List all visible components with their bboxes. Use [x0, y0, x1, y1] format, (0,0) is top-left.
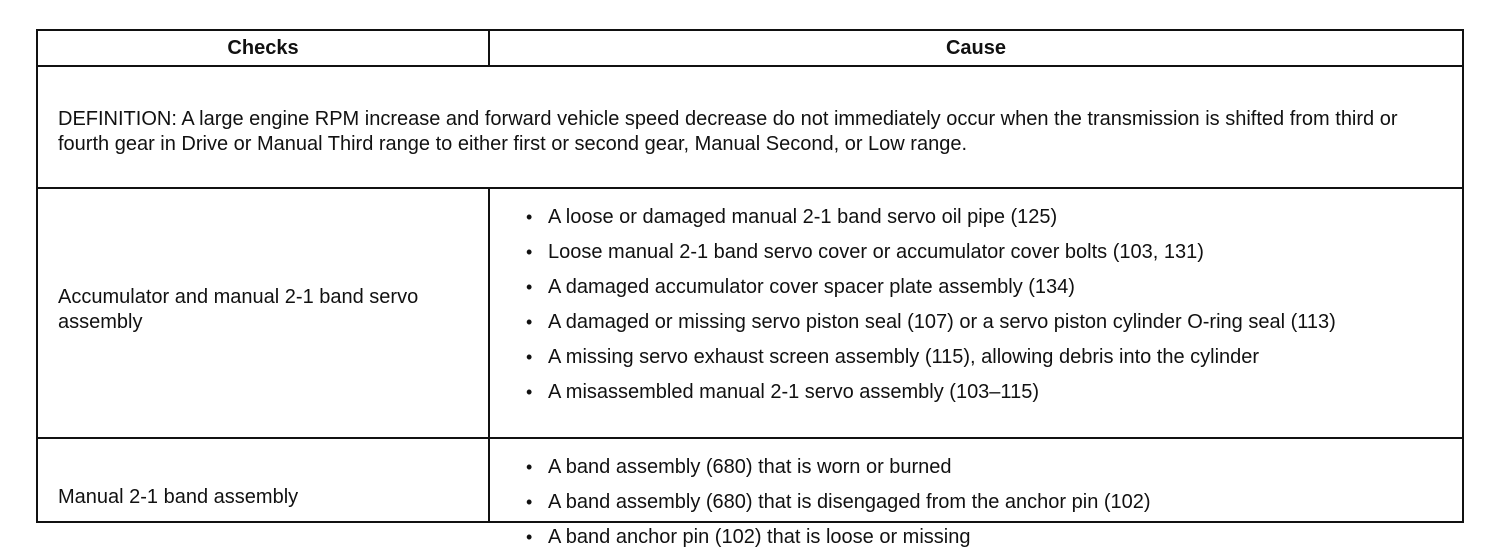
bullet-icon: •	[526, 242, 533, 262]
bullet-icon: •	[526, 457, 533, 477]
bullet-icon: •	[526, 207, 533, 227]
table-row	[38, 439, 1462, 548]
bullet-icon: •	[526, 312, 533, 332]
table-header-row	[38, 31, 1462, 67]
cause-text: A loose or damaged manual 2-1 band servo oil pipe (125)	[548, 206, 1058, 228]
cause-item	[524, 525, 1456, 550]
cause-item	[524, 275, 1456, 300]
definition-text: DEFINITION: A large engine RPM increase and forward vehicle speed decrease do not immediately occur when the transmission is shifted from third or fourth gear in Drive or Manual Third range to either first or second gear, Manual Second, or Low range.	[58, 108, 1398, 155]
bullet-icon: •	[526, 527, 533, 547]
cause-item	[524, 490, 1456, 515]
cause-item	[524, 205, 1456, 230]
bullet-icon: •	[526, 382, 533, 402]
bullet-icon: •	[526, 492, 533, 512]
cause-text: A missing servo exhaust screen assembly (115), allowing debris into the cylinder	[548, 346, 1260, 368]
cause-list	[524, 205, 1456, 415]
cause-text: A band anchor pin (102) that is loose or missing	[548, 526, 971, 548]
diagnosis-table	[36, 29, 1464, 548]
cause-text: Loose manual 2-1 band servo cover or accumulator cover bolts (103, 131)	[548, 241, 1204, 263]
cause-text: A damaged or missing servo piston seal (107) or a servo piston cylinder O-ring seal (113)	[548, 311, 1336, 333]
check-cell: Accumulator and manual 2-1 band servo assembly	[58, 286, 419, 333]
cause-text: A band assembly (680) that is worn or burned	[548, 456, 952, 478]
cause-text: A band assembly (680) that is disengaged from the anchor pin (102)	[548, 491, 1151, 513]
bullet-icon: •	[526, 347, 533, 367]
table-row	[38, 189, 1462, 439]
cause-text: A misassembled manual 2-1 servo assembly (103–115)	[548, 381, 1039, 403]
checks-column-header: Checks	[227, 36, 299, 59]
cause-item	[524, 240, 1456, 265]
cause-item	[524, 310, 1456, 335]
cause-list	[524, 455, 1456, 560]
cause-item	[524, 455, 1456, 480]
column-divider	[488, 439, 490, 523]
cause-text: A damaged accumulator cover spacer plate assembly (134)	[548, 276, 1075, 298]
cause-column-header: Cause	[945, 36, 1007, 59]
definition-row	[38, 67, 1462, 189]
check-cell: Manual 2-1 band assembly	[58, 486, 299, 508]
cause-item	[524, 380, 1456, 405]
cause-item	[524, 345, 1456, 370]
column-divider	[488, 189, 490, 437]
bullet-icon: •	[526, 277, 533, 297]
